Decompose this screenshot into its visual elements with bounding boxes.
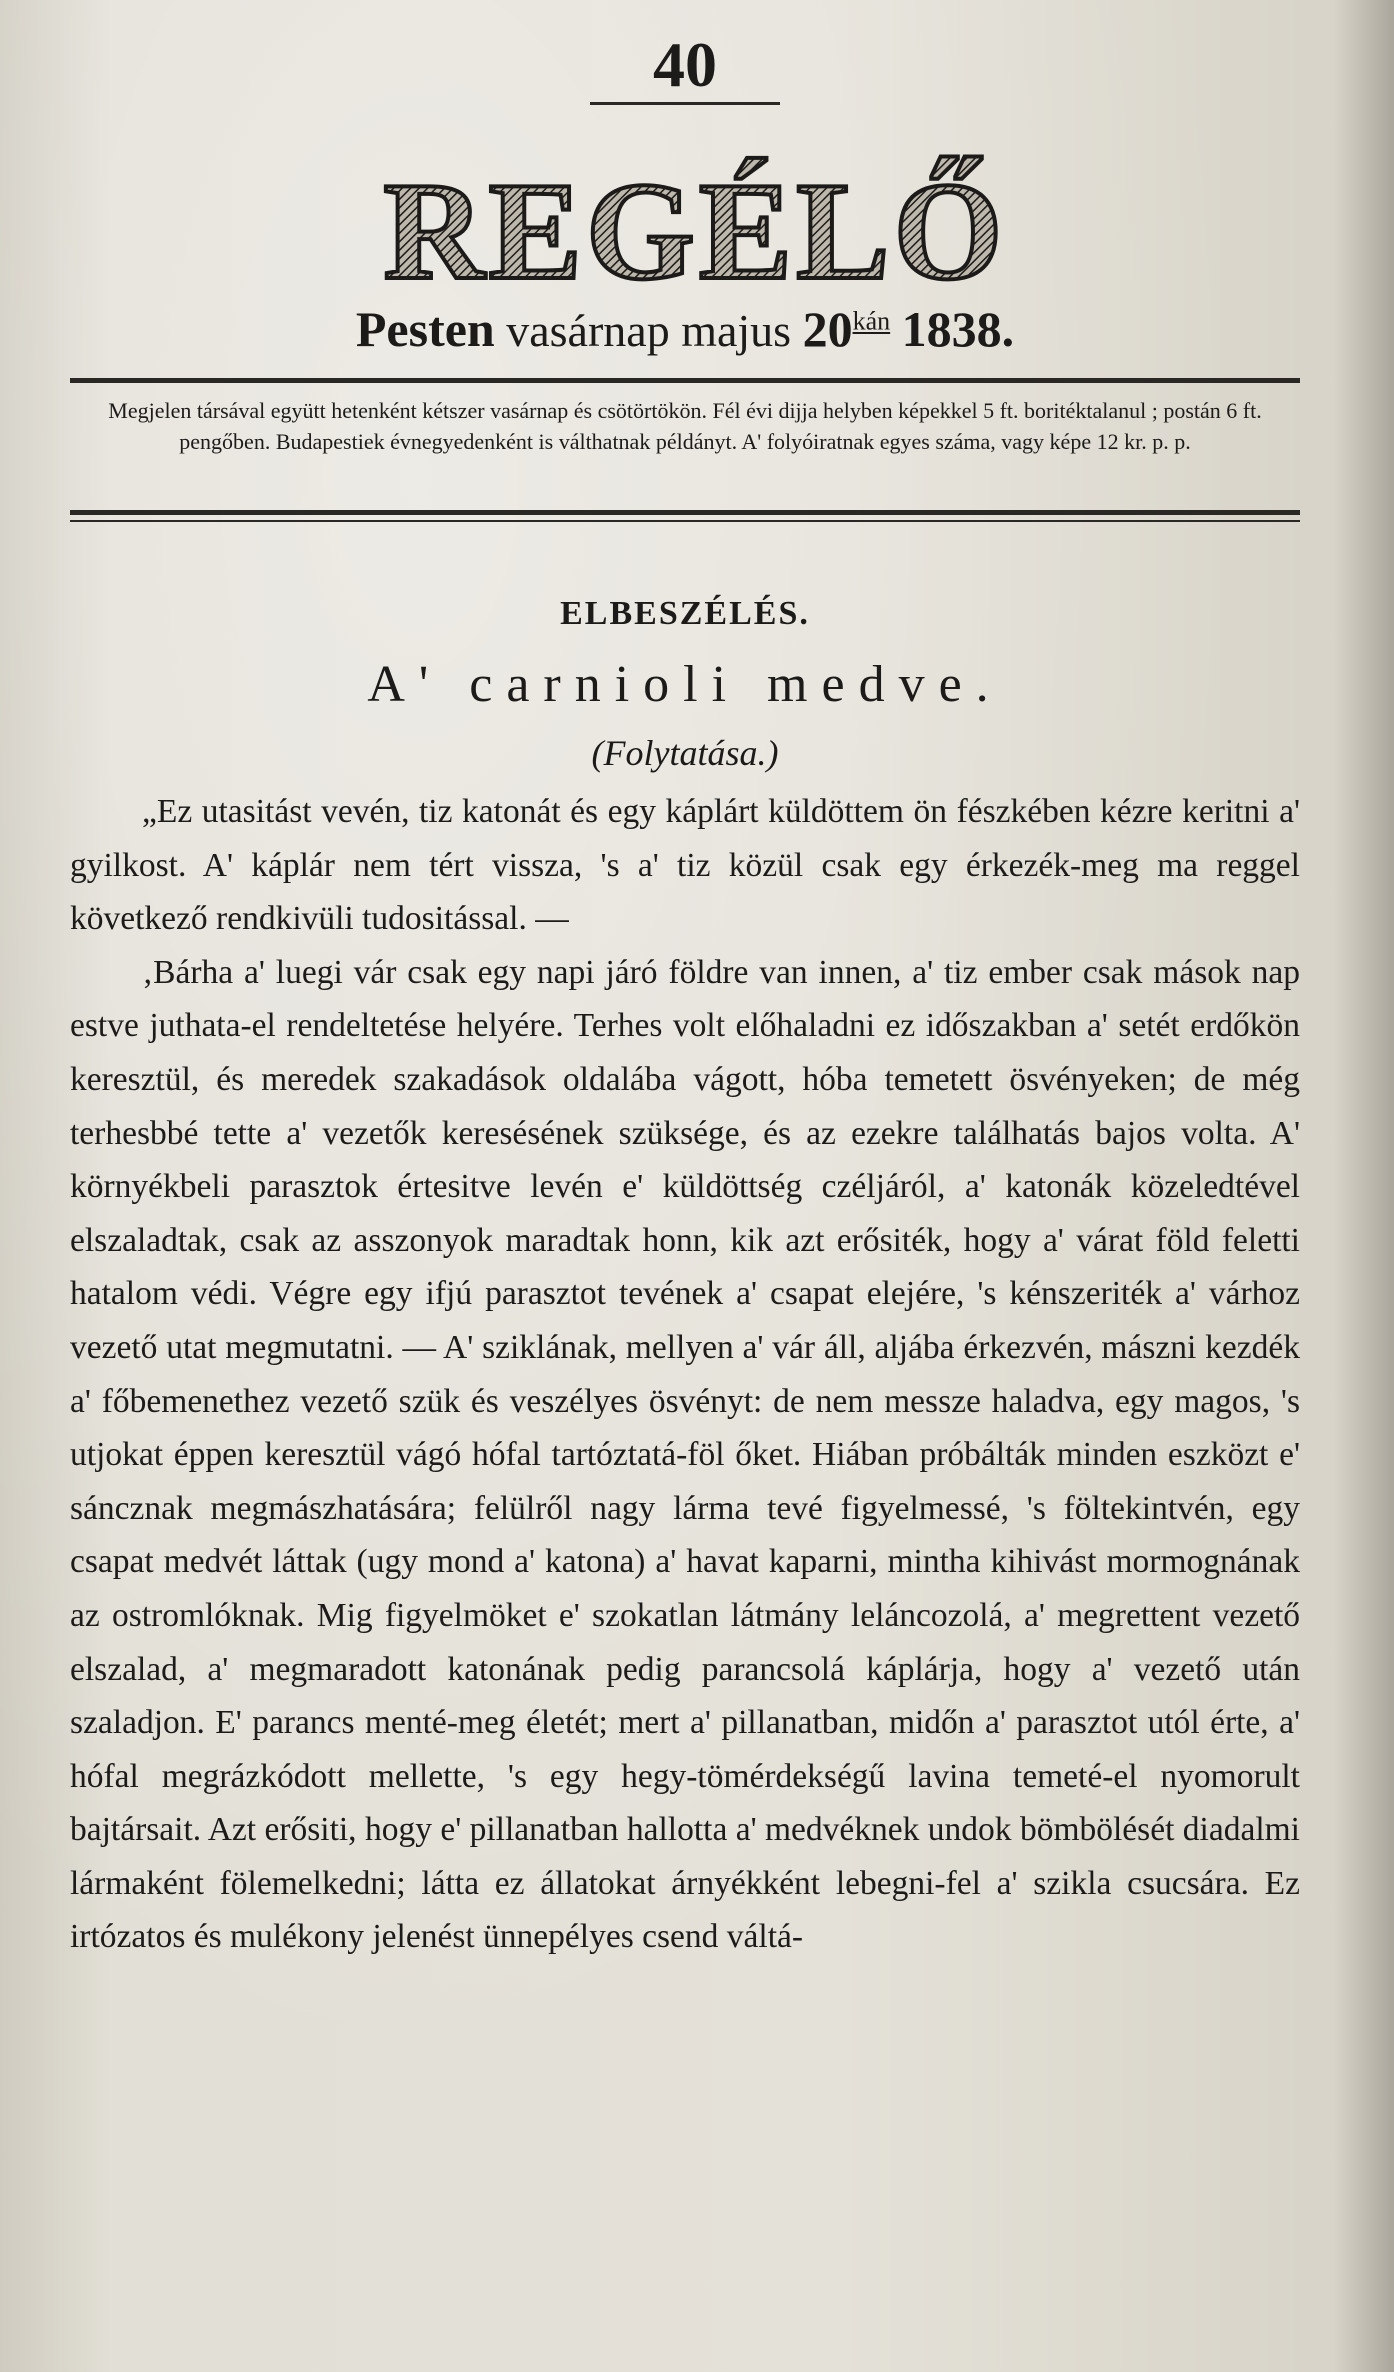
- masthead-title: [295, 150, 1095, 300]
- dateline-day-suffix: kán: [852, 306, 891, 336]
- page-spine-shadow: [1334, 0, 1394, 2372]
- page-number: 40: [653, 29, 717, 100]
- dateline-weekday-month: vasárnap majus: [506, 305, 792, 356]
- masthead-rule-bottom: [70, 510, 1300, 515]
- article-body: [70, 785, 1300, 1964]
- subscription-notice: Megjelen társával együtt hetenként kétszer vasárnap és csötörtökön. Fél évi dijja helyben képekkel 5 ft. boritéktalanul ; postán 6 ft. pengőben. Budapestiek évnegyedenként is válthatnak példányt. A' folyóiratnak egyes száma, vagy képe 12 kr. p. p.: [108, 398, 1262, 454]
- continued-label: (Folytatása.): [591, 733, 779, 773]
- story-title: A' carnioli medve.: [367, 656, 1003, 713]
- article-paragraph: ‚Bárha a' luegi vár csak egy napi járó földre van innen, a' tiz ember csak mások nap estve juthata-el rendeltetése helyére. Terhes volt előhaladni ez időszakban a' setét erdőkön keresztül, és meredek szakadások oldalába vágott, hóba temetett ösvényeken; de még terhesbbé tette a' vezetők keresésének szüksége, és az ezekre találhatás bajos volta. A' környékbeli parasztok értesitve levén e' küldöttség czéljáról, a' katonák közeledtével elszaladtak, csak az asszonyok maradtak honn, kik azt erősiték, hogy a' várat föld feletti hatalom védi. Végre egy ifjú parasztot tevének a' csapat elejére, 's kénszeriték a' várhoz vezető utat megmutatni. — A' sziklának, mellyen a' vár áll, aljába érkezvén, mászni kezdék a' főbemenethez vezető szük és veszélyes ösvényt: de nem messze haladva, egy magos, 's utjokat éppen keresztül vágó hófal tartóztatá-föl őket. Hiában próbálták minden eszközt e' sáncznak megmászhatására; felülről nagy lárma tevé figyelmessé, 's föltekintvén, egy csapat medvét láttak (ugy mond a' katona) a' havat kaparni, mintha kihivást mormognának az ostromlóknak. Mig figyelmöket e' szokatlan látmány leláncozolá, a' megrettent vezető elszalad, a' megmaradott katonának pedig parancsolá káplárja, hogy a' vezető után szaladjon. E' parancs menté-meg életét; mert a' pillanatban, midőn a' parasztot utól érte, a' hófal megrázkódott mellette, 's egy hegy-tömérdekségű lavina temeté-el nyomorult bajtársait. Azt erősiti, hogy e' pillanatban hallotta a' medvéknek undok bömbölését diadalmi lármaként fölemelkedni; látta ez állatokat árnyékként lebegni-fel a' szikla csucsára. Ez irtózatos és mulékony jelenést ünnepélyes csend váltá-: [70, 953, 1300, 1956]
- dateline-year: 1838.: [901, 301, 1015, 357]
- dateline: [70, 300, 1300, 358]
- masthead-title-text: REGÉLŐ: [383, 154, 1007, 300]
- section-title: ELBESZÉLÉS.: [560, 595, 810, 632]
- article-paragraph: „Ez utasitást vevén, tiz katonát és egy káplárt küldöttem ön fészkében kézre keritni a' gyilkost. A' káplár nem tért vissza, 's a' tiz közül csak egy érkezék-meg ma reggel következő rendkivüli tudositással. —: [70, 793, 1300, 938]
- page-number-rule: [590, 102, 780, 105]
- masthead-rule-bottom-thin: [70, 520, 1300, 522]
- masthead-rule-top: [70, 378, 1300, 383]
- dateline-day: 20: [802, 301, 853, 357]
- dateline-city: Pesten: [355, 301, 495, 357]
